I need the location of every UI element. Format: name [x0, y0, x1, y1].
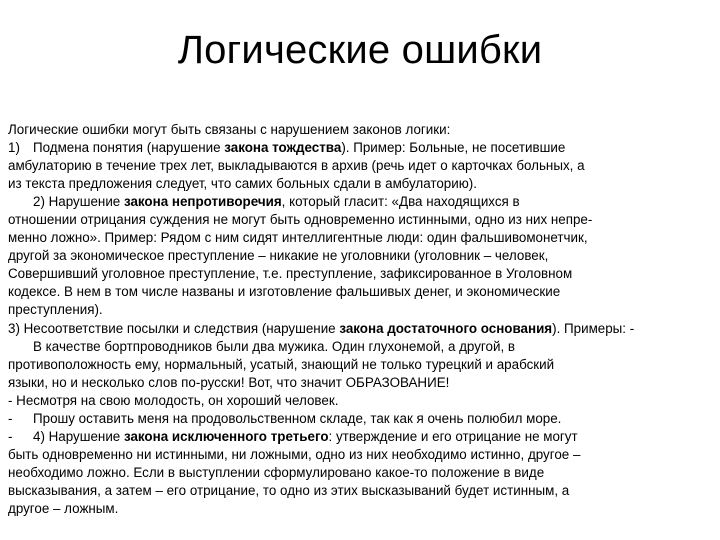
text-fragment: амбулаторию в течение трех лет, выкладываются в архив (речь идет о карточках больных, а: [8, 158, 585, 174]
text-line: [8, 301, 714, 319]
text-fragment: - Несмотря на свою молодость, он хороший человек.: [8, 392, 339, 408]
text-fragment: другое – ложным.: [8, 500, 119, 516]
text-fragment: противоположность ему, нормальный, усатый, знающий не только турецкий и арабский: [8, 356, 555, 372]
text-line: [8, 410, 714, 428]
law-name-bold: закона достаточного основания: [339, 320, 553, 336]
text-line: [8, 338, 714, 356]
text-fragment: Подмена понятия (нарушение: [33, 140, 225, 156]
text-fragment: 3) Несоответствие посылки и следствия (нарушение: [8, 320, 340, 336]
text-line: [8, 211, 714, 229]
text-fragment: высказывания, а затем – его отрицание, то одно из этих высказываний будет истинным, а: [8, 482, 570, 498]
text-line: [8, 229, 714, 247]
law-name-bold: закона исключенного третьего: [123, 428, 329, 444]
text-line: [8, 374, 714, 392]
text-fragment: , который гласит: «Два находящихся в: [281, 194, 520, 210]
text-fragment: Совершивший уголовное преступление, т.е. преступление, зафиксированное в Уголовном: [8, 266, 573, 282]
text-line: [8, 247, 714, 265]
text-line: [8, 121, 714, 139]
text-line: [8, 464, 714, 482]
slide-body: [8, 121, 714, 518]
text-line: [8, 175, 714, 193]
text-line: [8, 265, 714, 283]
text-fragment: Логические ошибки могут быть связаны с нарушением законов логики:: [8, 122, 451, 137]
text-line: [8, 193, 714, 211]
text-fragment: языки, но и несколько слов по-русски! Вот, что значит ОБРАЗОВАНИЕ!: [8, 374, 450, 390]
text-line: [8, 356, 714, 374]
text-fragment: кодексе. В нем в том числе названы и изготовление фальшивых денег, и экономические: [8, 284, 561, 300]
text-fragment: преступления).: [8, 302, 103, 318]
text-fragment: 4) Нарушение: [33, 428, 124, 444]
law-name-bold: закона тождества: [224, 140, 342, 156]
text-line: [8, 428, 714, 446]
text-line: [8, 446, 714, 464]
text-line: [8, 139, 714, 157]
text-fragment: менно ложно». Пример: Рядом с ним сидят интеллигентные люди: один фальшивомонетчик,: [8, 230, 588, 246]
text-fragment: ). Примеры: -: [552, 320, 635, 336]
list-marker: -: [8, 410, 13, 426]
text-fragment: необходимо ложно. Если в выступлении сформулировано какое-то положение в виде: [8, 464, 545, 480]
text-line: [8, 283, 714, 301]
text-fragment: ). Пример: Больные, не посетившие: [341, 140, 566, 156]
text-fragment: быть одновременно ни истинными, ни ложными, одно из них необходимо истинно, другое –: [8, 446, 581, 462]
text-fragment: отношении отрицания суждения не могут быть одновременно истинными, одно из них непре-: [8, 212, 593, 228]
law-name-bold: закона непротиворечия: [123, 194, 282, 210]
text-line: [8, 500, 714, 518]
text-fragment: Прошу оставить меня на продовольственном складе, так как я очень полюбил море.: [33, 410, 562, 426]
text-fragment: 2) Нарушение: [33, 194, 124, 210]
text-line: [8, 482, 714, 500]
slide-title: Логические ошибки: [177, 28, 543, 72]
text-line: [8, 320, 714, 338]
list-marker: 1): [8, 140, 20, 156]
text-fragment: другой за экономическое преступление – никакие не уголовники (уголовник – человек,: [8, 248, 549, 264]
list-marker: -: [8, 428, 13, 444]
text-fragment: из текста предложения следует, что самих больных сдали в амбулаторию).: [8, 176, 477, 192]
text-line: [8, 157, 714, 175]
text-fragment: В качестве бортпроводников были два мужика. Один глухонемой, а другой, в: [33, 338, 515, 354]
text-line: [8, 392, 714, 410]
text-fragment: : утверждение и его отрицание не могут: [328, 428, 578, 444]
